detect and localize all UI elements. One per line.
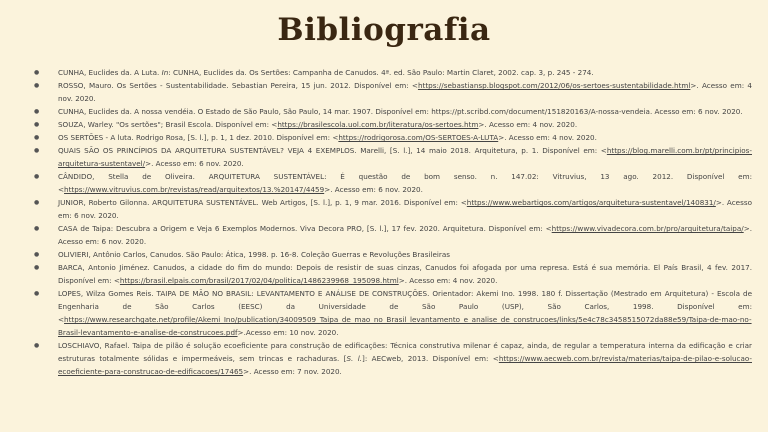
reference-link[interactable]: https://www.researchgate.net/profile/Akemi_Ino/publication/34009509_Taipa_de_mao_no_Brasil_levantamento_e_analise_de_construcoes/links/5e4c78c3458515072da88e59/Taipa-de-mao-no-Brasil-levantamento-e-analise-de-construcoes.pdf bbox=[58, 315, 752, 337]
reference-italic: In bbox=[161, 68, 169, 77]
reference-link[interactable]: https://blog.marelli.com.br/pt/principios-arquitetura-sustentavel/ bbox=[58, 146, 752, 168]
reference-item bbox=[34, 287, 752, 339]
reference-link[interactable]: https://brasilescola.uol.com.br/literatura/os-sertoes.htm bbox=[277, 120, 479, 129]
reference-item bbox=[34, 196, 752, 222]
reference-text: ROSSO, Mauro. Os Sertões - Sustentabilidade. Sebastian Pereira, 15 jun. 2012. Disponível em: < bbox=[58, 81, 418, 90]
reference-link[interactable]: https://www.aecweb.com.br/revista/materias/taipa-de-pilao-e-solucao-ecoeficiente-para-construcao-de-edificacoes/17465 bbox=[58, 354, 752, 376]
reference-text: >. Acesso em: 6 nov. 2020. bbox=[324, 185, 423, 194]
reference-link[interactable]: https://www.vivadecora.com.br/pro/arquitetura/taipa/ bbox=[551, 224, 744, 233]
reference-text: LOPES, Wilza Gomes Reis. TAIPA DE MÃO NO BRASIL: LEVANTAMENTO E ANÁLISE DE CONSTRUÇÕES. Orientador: Akemi Ino. 1998. 180 f. Dissertação (Mestrado em Arquitetura) - Escola de Engenharia de São Carlos (EESC) da Universidade de São Paulo (USP), São Carlos, 1998. Disponível em: < bbox=[58, 289, 752, 324]
reference-text: >. Acesso em: 7 nov. 2020. bbox=[243, 367, 342, 376]
reference-item bbox=[34, 261, 752, 287]
reference-text: OLIVIERI, Antônio Carlos, Canudos. São Paulo: Ática, 1998. p. 16-8. Coleção Guerras e Revoluções Brasileiras bbox=[58, 250, 450, 259]
reference-text: LOSCHIAVO, Rafael. Taipa de pilão é solução ecoeficiente para construção de edificações: Técnica construtiva milenar é capaz, ainda, de regular a temperatura interna da edificação e criar estruturas totalmente sólidas e impermeáveis, sem trincas e rachaduras. [ bbox=[58, 341, 752, 363]
reference-text: >. Acesso em: 4 nov. 2020. bbox=[58, 81, 752, 103]
reference-text: CUNHA, Euclides da. A Luta. bbox=[58, 68, 162, 77]
reference-link[interactable]: https://rodrigorosa.com/OS-SERTOES-A-LUTA bbox=[338, 133, 499, 142]
reference-item bbox=[34, 222, 752, 248]
reference-link[interactable]: https://www.webartigos.com/artigos/arquitetura-sustentavel/140831/ bbox=[466, 198, 716, 207]
reference-text: >.Acesso em: 10 nov. 2020. bbox=[237, 328, 339, 337]
reference-item bbox=[34, 248, 752, 261]
reference-text: >. Acesso em: 4 nov. 2020. bbox=[398, 276, 498, 285]
reference-italic: S. l. bbox=[346, 354, 363, 363]
reference-item bbox=[34, 339, 752, 378]
reference-item bbox=[34, 66, 752, 79]
reference-text: >. Acesso em: 6 nov. 2020. bbox=[58, 224, 752, 246]
reference-text: >. Acesso em: 6 nov. 2020. bbox=[58, 198, 752, 220]
reference-text: SOUZA, Warley. "Os sertões"; Brasil Escola. Disponível em: < bbox=[58, 120, 278, 129]
reference-link[interactable]: https://sebastiansp.blogspot.com/2012/06/os-sertoes-sustentabilidade.html bbox=[417, 81, 691, 90]
reference-item bbox=[34, 131, 752, 144]
reference-text: ]: AECweb, 2013. Disponível em: < bbox=[362, 354, 499, 363]
reference-item bbox=[34, 79, 752, 105]
reference-text: CUNHA, Euclides da. A nossa vendéia. O Estado de São Paulo, São Paulo, 14 mar. 1907. Disponível em: https://pt.scribd.com/document/151820163/A-nossa-vendeia. Acesso em: 6 nov. 2020. bbox=[58, 107, 743, 116]
reference-text: >. Acesso em: 4 nov. 2020. bbox=[498, 133, 597, 142]
reference-text: >. Acesso em: 4 nov. 2020. bbox=[478, 120, 578, 129]
reference-text: BARCA, Antonio Jiménez. Canudos, a cidade do fim do mundo: Depois de resistir de suas cinzas, Canudos foi afogada por uma represa. Está é sua memória. El País Brasil, 4 fev. 2017. Disponível em: < bbox=[58, 263, 752, 285]
reference-text: : CUNHA, Euclides da. Os Sertões: Campanha de Canudos. 4ª. ed. São Paulo: Martin Claret, 2002. cap. 3, p. 245 - 274. bbox=[168, 68, 594, 77]
reference-text: OS SERTÕES - A luta. Rodrigo Rosa, [S. l.], p. 1, 1 dez. 2010. Disponível em: < bbox=[58, 133, 339, 142]
reference-text: JUNIOR, Roberto Gilonna. ARQUITETURA SUSTENTÁVEL. Web Artigos, [S. l.], p. 1, 9 mar. 2016. Disponível em: < bbox=[58, 198, 467, 207]
reference-item bbox=[34, 144, 752, 170]
reference-link[interactable]: https://brasil.elpais.com/brasil/2017/02/04/politica/1486239968_195098.html bbox=[119, 276, 399, 285]
reference-text: CASA de Taipa: Descubra a Origem e Veja 6 Exemplos Modernos. Viva Decora PRO, [S. l.], 17 fev. 2020. Arquitetura. Disponível em: < bbox=[58, 224, 552, 233]
reference-item bbox=[34, 105, 752, 118]
reference-text: QUAIS SÃO OS PRINCÍPIOS DA ARQUITETURA SUSTENTÁVEL? VEJA 4 EXEMPLOS. Marelli, [S. l.], 14 maio 2018. Arquitetura, p. 1. Disponível em: < bbox=[58, 146, 607, 155]
reference-item bbox=[34, 170, 752, 196]
reference-text: CÂNDIDO, Stella de Oliveira. ARQUITETURA SUSTENTÁVEL: É questão de bom senso. n. 147.02: Vitruvius, 13 ago. 2012. Disponível em: < bbox=[58, 172, 752, 194]
page-title: Bibliografia bbox=[277, 12, 491, 48]
reference-link[interactable]: https://www.vitruvius.com.br/revistas/read/arquitextos/13.%20147/4459 bbox=[64, 185, 325, 194]
bibliography-list bbox=[34, 66, 752, 378]
reference-item bbox=[34, 118, 752, 131]
reference-text: >. Acesso em: 6 nov. 2020. bbox=[145, 159, 244, 168]
